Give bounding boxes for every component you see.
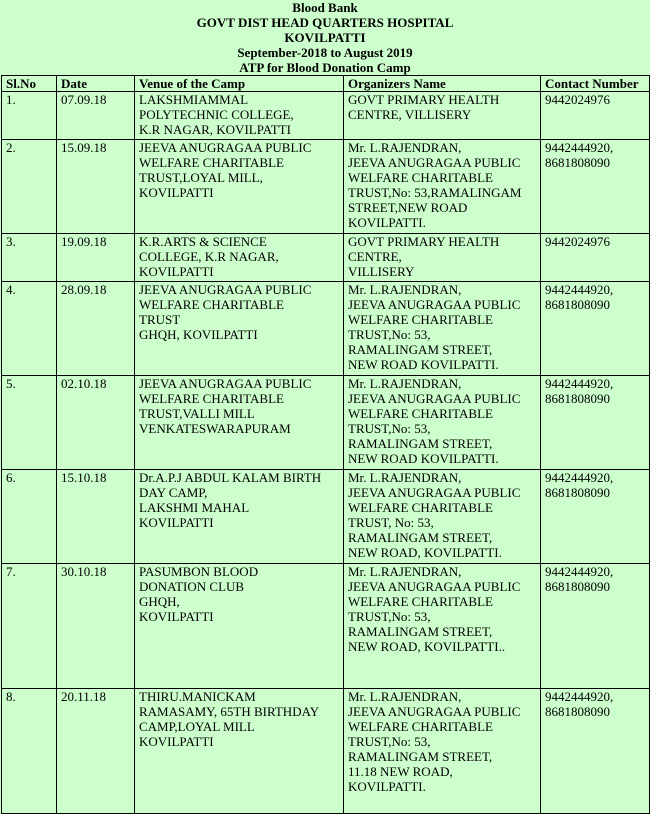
header-period: September-2018 to August 2019 — [237, 45, 413, 60]
column-header-organizer: Organizers Name — [344, 76, 541, 92]
cell-slno: 5. — [2, 376, 57, 470]
header-hospital-name: GOVT DIST HEAD QUARTERS HOSPITAL — [196, 15, 454, 30]
cell-date: 20.11.18 — [57, 689, 135, 814]
header-blood-bank: Blood Bank — [292, 0, 358, 15]
cell-slno: 1. — [2, 92, 57, 140]
cell-date: 02.10.18 — [57, 376, 135, 470]
cell-slno: 7. — [2, 564, 57, 689]
cell-date: 15.09.18 — [57, 140, 135, 234]
table-row — [2, 234, 650, 282]
cell-venue: JEEVA ANUGRAGAA PUBLIC WELFARE CHARITABLE TRUST,LOYAL MILL, KOVILPATTI — [135, 140, 344, 234]
column-header-venue: Venue of the Camp — [135, 76, 344, 92]
cell-venue: JEEVA ANUGRAGAA PUBLIC WELFARE CHARITABLE TRUST,VALLI MILL VENKATESWARAPURAM — [135, 376, 344, 470]
cell-date: 30.10.18 — [57, 564, 135, 689]
cell-contact: 9442444920, 8681808090 — [541, 376, 650, 470]
cell-contact: 9442444920, 8681808090 — [541, 140, 650, 234]
cell-date: 19.09.18 — [57, 234, 135, 282]
table-row — [2, 140, 650, 234]
cell-venue: Dr.A.P.J ABDUL KALAM BIRTH DAY CAMP, LAKSHMI MAHAL KOVILPATTI — [135, 470, 344, 564]
cell-slno: 8. — [2, 689, 57, 814]
cell-slno: 6. — [2, 470, 57, 564]
cell-contact: 9442024976 — [541, 234, 650, 282]
table-header-row — [2, 76, 650, 92]
cell-organizer: Mr. L.RAJENDRAN, JEEVA ANUGRAGAA PUBLIC WELFARE CHARITABLE TRUST,No: 53,RAMALINGAM STREET,NEW ROAD KOVILPATTI. — [344, 140, 541, 234]
document-header — [0, 0, 650, 75]
header-document-title: ATP for Blood Donation Camp — [239, 60, 411, 75]
cell-contact: 9442024976 — [541, 92, 650, 140]
table-row — [2, 470, 650, 564]
cell-contact: 9442444920, 8681808090 — [541, 689, 650, 814]
cell-organizer: Mr. L.RAJENDRAN, JEEVA ANUGRAGAA PUBLIC WELFARE CHARITABLE TRUST,No: 53, RAMALINGAM STREET, NEW ROAD KOVILPATTI. — [344, 282, 541, 376]
column-header-date: Date — [57, 76, 135, 92]
cell-venue: JEEVA ANUGRAGAA PUBLIC WELFARE CHARITABLE TRUST GHQH, KOVILPATTI — [135, 282, 344, 376]
table-row — [2, 376, 650, 470]
cell-date: 28.09.18 — [57, 282, 135, 376]
table-row — [2, 564, 650, 689]
cell-venue: THIRU.MANICKAM RAMASAMY, 65TH BIRTHDAY CAMP,LOYAL MILL KOVILPATTI — [135, 689, 344, 814]
cell-organizer: Mr. L.RAJENDRAN, JEEVA ANUGRAGAA PUBLIC WELFARE CHARITABLE TRUST,No: 53, RAMALINGAM STREET, 11.18 NEW ROAD, KOVILPATTI. — [344, 689, 541, 814]
cell-venue: K.R.ARTS & SCIENCE COLLEGE, K.R NAGAR, KOVILPATTI — [135, 234, 344, 282]
cell-venue: PASUMBON BLOOD DONATION CLUB GHQH, KOVILPATTI — [135, 564, 344, 689]
cell-slno: 2. — [2, 140, 57, 234]
cell-slno: 4. — [2, 282, 57, 376]
cell-organizer: GOVT PRIMARY HEALTH CENTRE, VILLISERY — [344, 92, 541, 140]
camp-table — [1, 75, 650, 814]
cell-organizer: GOVT PRIMARY HEALTH CENTRE, VILLISERY — [344, 234, 541, 282]
cell-organizer: Mr. L.RAJENDRAN, JEEVA ANUGRAGAA PUBLIC WELFARE CHARITABLE TRUST,No: 53, RAMALINGAM STREET, NEW ROAD KOVILPATTI. — [344, 376, 541, 470]
cell-date: 15.10.18 — [57, 470, 135, 564]
header-city: KOVILPATTI — [284, 30, 366, 45]
cell-date: 07.09.18 — [57, 92, 135, 140]
cell-organizer: Mr. L.RAJENDRAN, JEEVA ANUGRAGAA PUBLIC WELFARE CHARITABLE TRUST, No: 53, RAMALINGAM STREET, NEW ROAD, KOVILPATTI. — [344, 470, 541, 564]
cell-organizer: Mr. L.RAJENDRAN, JEEVA ANUGRAGAA PUBLIC WELFARE CHARITABLE TRUST,No: 53, RAMALINGAM STREET, NEW ROAD, KOVILPATTI.. — [344, 564, 541, 689]
cell-venue: LAKSHMIAMMAL POLYTECHNIC COLLEGE, K.R NAGAR, KOVILPATTI — [135, 92, 344, 140]
table-row — [2, 689, 650, 814]
cell-contact: 9442444920, 8681808090 — [541, 282, 650, 376]
table-row — [2, 282, 650, 376]
column-header-slno: Sl.No — [2, 76, 57, 92]
cell-contact: 9442444920, 8681808090 — [541, 564, 650, 689]
cell-slno: 3. — [2, 234, 57, 282]
table-row — [2, 92, 650, 140]
column-header-contact: Contact Number — [541, 76, 650, 92]
cell-contact: 9442444920, 8681808090 — [541, 470, 650, 564]
